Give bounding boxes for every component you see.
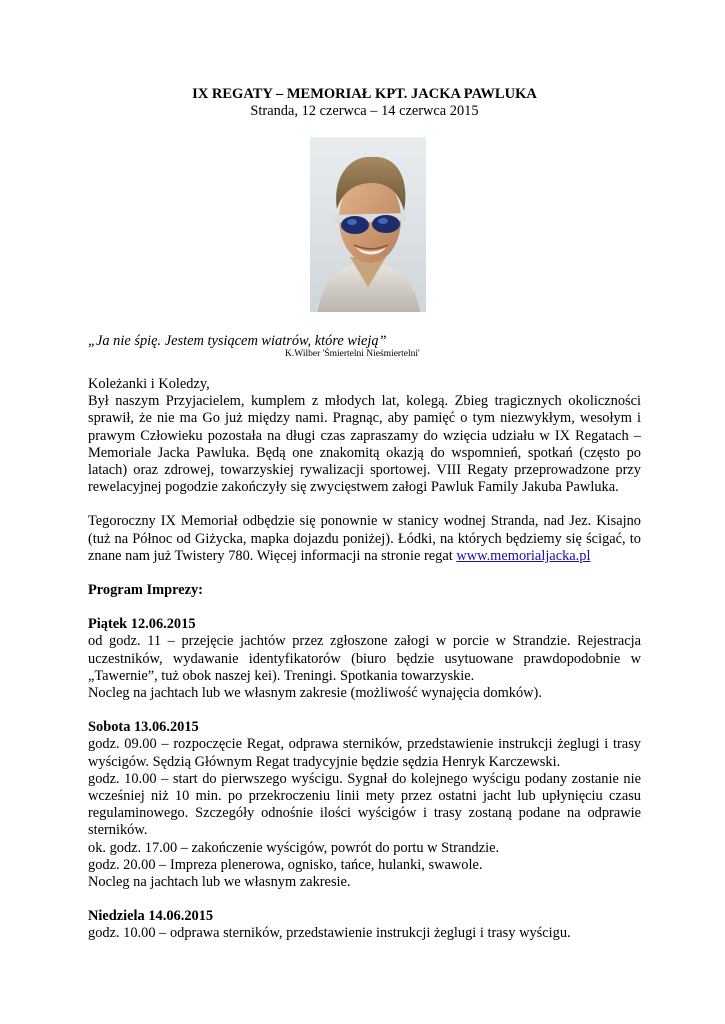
document-body	[88, 376, 641, 943]
page-title: IX REGATY – MEMORIAŁ KPT. JACKA PAWLUKA	[192, 86, 537, 102]
memorial-website-link[interactable]: www.memorialjacka.pl	[456, 547, 591, 564]
day-title: Niedziela 14.06.2015	[88, 908, 214, 925]
page-subtitle: Stranda, 12 czerwca – 14 czerwca 2015	[250, 103, 479, 120]
intro-paragraph: Był naszym Przyjacielem, kumplem z młodych lat, kolegą. Zbieg tragicznych okoliczności sprawił, że nie ma Go już między nami. Pragnąc, aby pamięć o tym niezwykłym, wesołym i prawym Człowieku pozostała na długi czas zapraszamy do wzięcia udziału w IX Regatach – Memoriale Jacka Pawluka. Będą one znakomitą okazją do wspomnień, spotkań (często po latach) oraz zdrowej, towarzyskiej rywalizacji sportowej. VIII Regaty przeprowadzone przy rewelacyjnej pogodzie zakończyły się zwycięstwem załogi Pawluk Family Jakuba Pawluka.	[88, 393, 641, 496]
schedule-line: Nocleg na jachtach lub we własnym zakresie (możliwość wynajęcia domków).	[88, 685, 542, 702]
program-heading: Program Imprezy:	[88, 582, 203, 599]
schedule-line: Nocleg na jachtach lub we własnym zakresie.	[88, 874, 351, 891]
portrait-image	[310, 137, 426, 312]
greeting: Koleżanki i Koledzy,	[88, 376, 210, 392]
program-day-sunday	[88, 908, 641, 942]
schedule-line: godz. 10.00 – odprawa sterników, przedstawienie instrukcji żeglugi i trasy wyścigu.	[88, 925, 571, 942]
schedule-line: godz. 10.00 – start do pierwszego wyścigu. Sygnał do kolejnego wyścigu podany zostanie nie wcześniej niż 10 min. po przekroczeniu linii mety przez ostatni jacht lub upłynięciu czasu regulaminowego. Szczegóły odnośnie ilości wyścigów i trasy zostaną podane na odprawie sterników.	[88, 770, 641, 839]
program-day-saturday	[88, 719, 641, 891]
day-title: Sobota 13.06.2015	[88, 719, 199, 736]
venue-paragraph	[88, 513, 641, 565]
schedule-line: godz. 09.00 – rozpoczęcie Regat, odprawa sterników, przedstawienie instrukcji żeglugi i trasy wyścigów. Sędzią Głównym Regat tradycyjnie będzie sędzia Henryk Karczewski.	[88, 736, 641, 770]
venue-text: Tegoroczny IX Memoriał odbędzie się ponownie w stanicy wodnej Stranda, nad Jez. Kisajno (tuż na Północ od Giżycka, mapka dojazdu poniżej). Łódki, na których będziemy się ścigać, to znane nam już Twistery 780. Więcej informacji na stronie regat	[88, 513, 641, 564]
day-title: Piątek 12.06.2015	[88, 616, 196, 633]
schedule-line: ok. godz. 17.00 – zakończenie wyścigów, powrót do portu w Strandzie.	[88, 839, 500, 856]
quote-source: K.Wilber 'Śmiertelni Nieśmiertelni'	[285, 349, 420, 359]
document-header	[88, 86, 641, 120]
quote-text: „Ja nie śpię. Jestem tysiącem wiatrów, które wieją”	[88, 333, 387, 349]
schedule-line: godz. 20.00 – Impreza plenerowa, ognisko, tańce, hulanki, swawole.	[88, 856, 483, 873]
program-day-friday	[88, 616, 641, 702]
portrait-photo	[310, 137, 426, 312]
schedule-line: od godz. 11 – przejęcie jachtów przez zgłoszone załogi w porcie w Strandzie. Rejestracja uczestników, wydawanie identyfikatorów (biuro będzie usytuowane prawdopodobnie w „Tawernie”, tuż obok naszej kei). Treningi. Spotkania towarzyskie.	[88, 633, 641, 684]
